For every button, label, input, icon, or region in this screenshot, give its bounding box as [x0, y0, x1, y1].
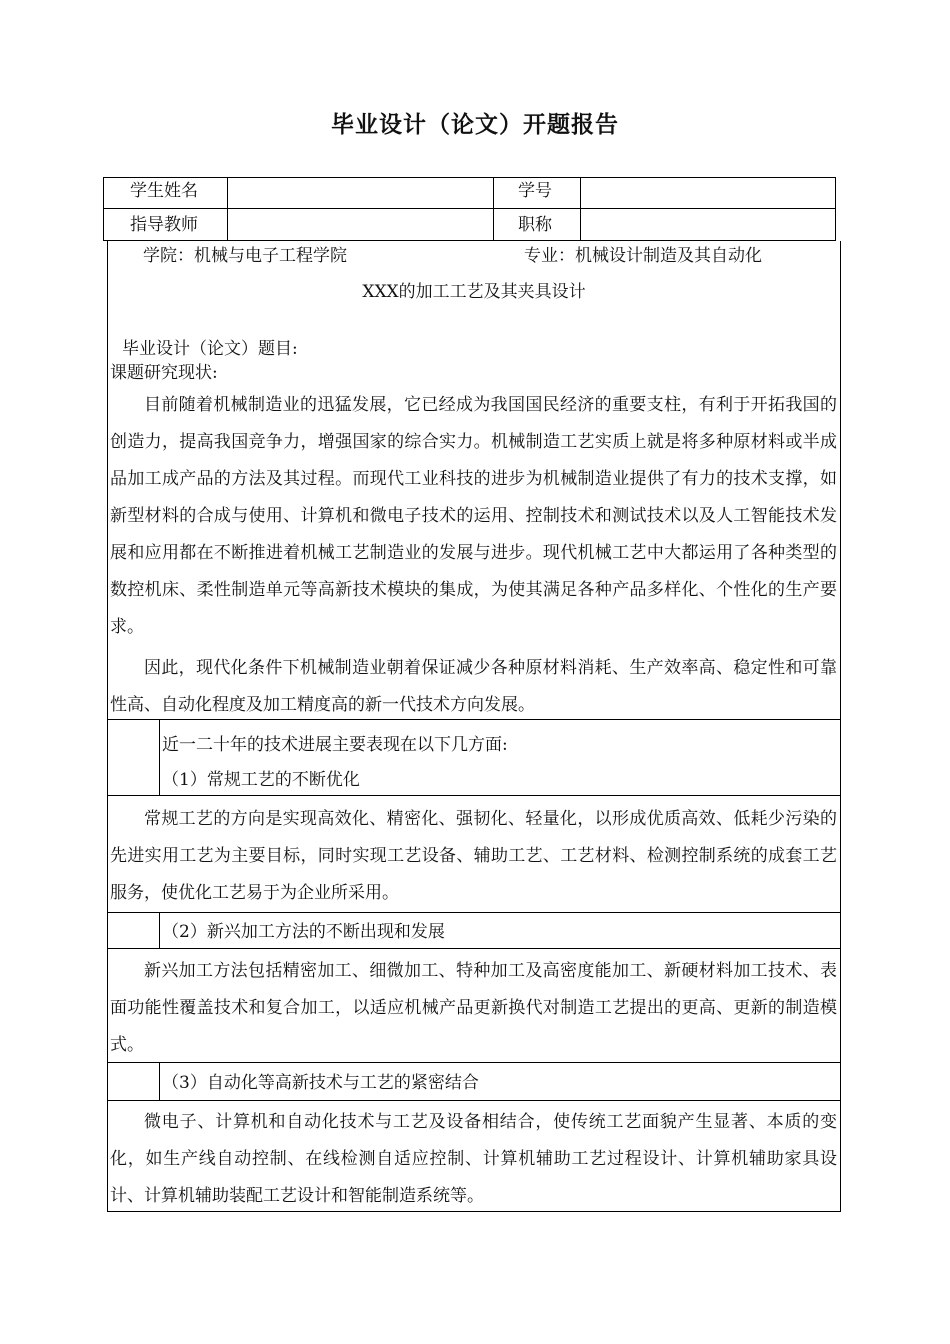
thesis-topic: XXX的加工工艺及其夹具设计 — [362, 282, 586, 302]
heading-3: （3）自动化等高新技术与工艺的紧密结合 — [162, 1073, 479, 1093]
paragraph-1: 目前随着机械制造业的迅猛发展，它已经成为我国国民经济的重要支柱，有利于开拓我国的创造力，提高我国竞争力，增强国家的综合实力。机械制造工艺实质上就是将多种原材料或半成品加工成产品的方法及其过程。而现代工业科技的进步为机械制造业提供了有力的技术支撑，如新型材料的合成与使用、计算机和微电子技术的运用、控制技术和测试技术以及人工智能技术发展和应用都在不断推进着机械工艺制造业的发展与进步。现代机械工艺中大都运用了各种类型的数控机床、柔性制造单元等高新技术模块的集成，为使其满足各种产品多样化、个性化的生产要求。 — [110, 395, 837, 637]
paragraph-4: 新兴加工方法包括精密加工、细微加工、特种加工及高密度能加工、新硬材料加工技术、表面功能性覆盖技术和复合加工，以适应机械产品更新换代对制造工艺提出的更高、更新的制造模式。 — [110, 961, 837, 1055]
page-title: 毕业设计（论文）开题报告 — [331, 112, 619, 138]
advisor-field[interactable] — [228, 209, 493, 240]
info-table-divider — [493, 177, 494, 241]
heading-1: （1）常规工艺的不断优化 — [162, 770, 360, 790]
section-divider — [107, 912, 841, 913]
paragraph-3: 常规工艺的方向是实现高效化、精密化、强韧化、轻量化，以形成优质高效、低耗少污染的先进实用工艺为主要目标，同时实现工艺设备、辅助工艺、工艺材料、检测控制系统的成套工艺服务，使优化工艺易于为企业所采用。 — [110, 809, 837, 903]
section-divider — [107, 948, 841, 949]
section-divider — [159, 719, 160, 795]
section-divider — [107, 1100, 841, 1101]
advisor-label: 指导教师 — [130, 215, 198, 235]
paragraph-2: 因此，现代化条件下机械制造业朝着保证减少各种原材料消耗、生产效率高、稳定性和可靠性高、自动化程度及加工精度高的新一代技术方向发展。 — [110, 658, 837, 715]
student-id-label: 学号 — [518, 181, 552, 201]
college: 学院：机械与电子工程学院 — [143, 246, 347, 266]
paragraph-5: 微电子、计算机和自动化技术与工艺及设备相结合，使传统工艺面貌产生显著、本质的变化，如生产线自动控制、在线检测自适应控制、计算机辅助工艺过程设计、计算机辅助家具设计、计算机辅助装配工艺设计和智能制造系统等。 — [110, 1112, 837, 1206]
section-divider — [159, 1062, 160, 1100]
section-divider — [107, 1062, 841, 1063]
intro-line: 近一二十年的技术进展主要表现在以下几方面: — [162, 735, 508, 755]
major: 专业：机械设计制造及其自动化 — [524, 246, 762, 266]
heading-2: （2）新兴加工方法的不断出现和发展 — [162, 922, 445, 942]
section-divider — [159, 912, 160, 948]
body-border-left — [107, 241, 108, 1212]
student-name-label: 学生姓名 — [130, 181, 198, 201]
status-label: 课题研究现状: — [110, 363, 218, 383]
section-divider — [107, 719, 841, 720]
topic-label: 毕业设计（论文）题目: — [122, 339, 298, 359]
student-id-field[interactable] — [581, 178, 835, 208]
student-name-field[interactable] — [228, 178, 493, 208]
section-divider — [107, 795, 841, 796]
body-border-right — [840, 241, 841, 1212]
job-title-label: 职称 — [518, 215, 552, 235]
job-title-field[interactable] — [581, 209, 835, 240]
